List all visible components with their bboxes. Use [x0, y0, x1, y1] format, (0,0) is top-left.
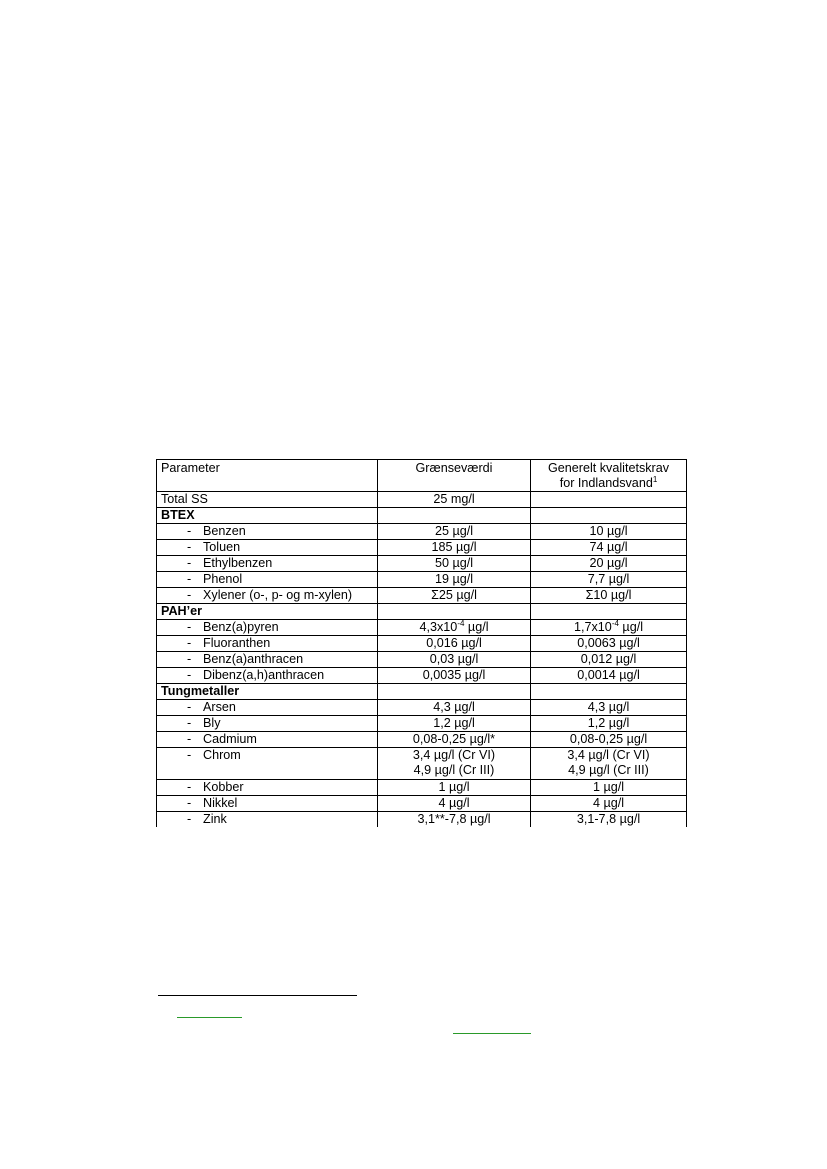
- quality-value: 4 µg/l: [531, 796, 687, 812]
- table-row: [157, 620, 687, 636]
- limit-value: 4,3 µg/l: [378, 700, 531, 716]
- table-row: [157, 524, 687, 540]
- list-dash: -: [187, 716, 192, 730]
- limit-value: 3,1**-7,8 µg/l: [378, 812, 531, 828]
- group-title: BTEX: [157, 508, 378, 524]
- quality-exponent: -4: [611, 619, 619, 628]
- limit-value-line2: 4,9 µg/l (Cr III): [413, 763, 495, 777]
- param-name: Phenol: [203, 572, 243, 586]
- param-name: Arsen: [203, 700, 236, 714]
- limit-unit: µg/l: [464, 620, 489, 634]
- table-row: [157, 812, 687, 828]
- table-row: [157, 572, 687, 588]
- quality-value: [531, 492, 687, 508]
- limit-value: 50 µg/l: [378, 556, 531, 572]
- param-name: Cadmium: [203, 732, 257, 746]
- param-name: Benz(a)pyren: [203, 620, 279, 634]
- quality-value: 0,0014 µg/l: [531, 668, 687, 684]
- list-dash: -: [187, 524, 192, 538]
- table-row: [157, 540, 687, 556]
- limit-exponent: -4: [457, 619, 465, 628]
- group-row-metals: [157, 684, 687, 700]
- group-title: PAH’er: [157, 604, 378, 620]
- param-name: Ethylbenzen: [203, 556, 273, 570]
- group-title: Tungmetaller: [157, 684, 378, 700]
- quality-value: 1,2 µg/l: [531, 716, 687, 732]
- list-dash: -: [187, 780, 192, 794]
- param-name: Benz(a)anthracen: [203, 652, 304, 666]
- list-dash: -: [187, 796, 192, 810]
- footnote-link[interactable]: [453, 1033, 531, 1034]
- list-dash: -: [187, 812, 192, 826]
- table-row: [157, 748, 687, 780]
- list-dash: -: [187, 556, 192, 570]
- quality-base: 1,7x10: [574, 620, 612, 634]
- quality-value: 1 µg/l: [531, 780, 687, 796]
- table-row: [157, 652, 687, 668]
- list-dash: -: [187, 732, 192, 746]
- param-name: Nikkel: [203, 796, 238, 810]
- param-name: Zink: [203, 812, 227, 826]
- quality-value: 20 µg/l: [531, 556, 687, 572]
- header-quality-requirement: [531, 460, 687, 492]
- limit-value: 0,03 µg/l: [378, 652, 531, 668]
- quality-value: 10 µg/l: [531, 524, 687, 540]
- param-name: Benzen: [203, 524, 246, 538]
- list-dash: -: [187, 620, 192, 634]
- quality-value: [531, 620, 687, 636]
- header-quality-line2: for Indlandsvand: [559, 476, 653, 490]
- limit-value: Σ25 µg/l: [378, 588, 531, 604]
- list-dash: -: [187, 748, 192, 762]
- table-row: [157, 780, 687, 796]
- quality-value: 0,08-0,25 µg/l: [531, 732, 687, 748]
- limit-value: [378, 620, 531, 636]
- limit-value: 0,016 µg/l: [378, 636, 531, 652]
- limit-value: 19 µg/l: [378, 572, 531, 588]
- footnote-separator: [158, 995, 357, 996]
- quality-unit: µg/l: [618, 620, 643, 634]
- list-dash: -: [187, 540, 192, 554]
- group-row-pah: [157, 604, 687, 620]
- quality-value: 4,3 µg/l: [531, 700, 687, 716]
- limit-base: 4,3x10: [419, 620, 458, 634]
- header-limit-value: Grænseværdi: [378, 460, 531, 492]
- param-name: Total SS: [157, 492, 378, 508]
- header-quality-line1: Generelt kvalitetskrav: [547, 461, 670, 475]
- quality-value: Σ10 µg/l: [531, 588, 687, 604]
- param-name: Kobber: [203, 780, 244, 794]
- quality-value-line2: 4,9 µg/l (Cr III): [568, 763, 649, 777]
- param-name: Bly: [203, 716, 221, 730]
- limit-value: [378, 748, 531, 780]
- table-row: [157, 700, 687, 716]
- list-dash: -: [187, 572, 192, 586]
- table-row: [157, 588, 687, 604]
- quality-value: 0,012 µg/l: [531, 652, 687, 668]
- table-row: [157, 556, 687, 572]
- footnote-ref-1: 1: [652, 474, 658, 484]
- limit-value: 1 µg/l: [378, 780, 531, 796]
- quality-value: 3,1-7,8 µg/l: [531, 812, 687, 828]
- table-row: [157, 492, 687, 508]
- quality-value: 7,7 µg/l: [531, 572, 687, 588]
- param-name: Fluoranthen: [203, 636, 271, 650]
- param-name: Dibenz(a,h)anthracen: [203, 668, 325, 682]
- quality-value: [531, 748, 687, 780]
- limit-value: 4 µg/l: [378, 796, 531, 812]
- param-name: Xylener (o-, p- og m-xylen): [203, 588, 353, 602]
- limit-value: 0,0035 µg/l: [378, 668, 531, 684]
- param-name: Toluen: [203, 540, 241, 554]
- table-header-row: [157, 460, 687, 492]
- header-parameter: Parameter: [157, 460, 378, 492]
- table-row: [157, 796, 687, 812]
- table-row: [157, 636, 687, 652]
- footnote-link[interactable]: [177, 1017, 242, 1018]
- group-row-btex: [157, 508, 687, 524]
- limit-value: 1,2 µg/l: [378, 716, 531, 732]
- limit-value: 185 µg/l: [378, 540, 531, 556]
- table-row: [157, 732, 687, 748]
- list-dash: -: [187, 636, 192, 650]
- list-dash: -: [187, 668, 192, 682]
- quality-value-line1: 3,4 µg/l (Cr VI): [567, 748, 650, 762]
- limit-value: 25 mg/l: [378, 492, 531, 508]
- limit-value: 25 µg/l: [378, 524, 531, 540]
- table-row: [157, 668, 687, 684]
- quality-value: 74 µg/l: [531, 540, 687, 556]
- param-name: Chrom: [203, 748, 241, 762]
- limit-values-table: [156, 459, 687, 827]
- limit-value: 0,08-0,25 µg/l*: [378, 732, 531, 748]
- table-row: [157, 716, 687, 732]
- quality-value: 0,0063 µg/l: [531, 636, 687, 652]
- limit-value-line1: 3,4 µg/l (Cr VI): [412, 748, 496, 762]
- list-dash: -: [187, 652, 192, 666]
- list-dash: -: [187, 588, 192, 602]
- list-dash: -: [187, 700, 192, 714]
